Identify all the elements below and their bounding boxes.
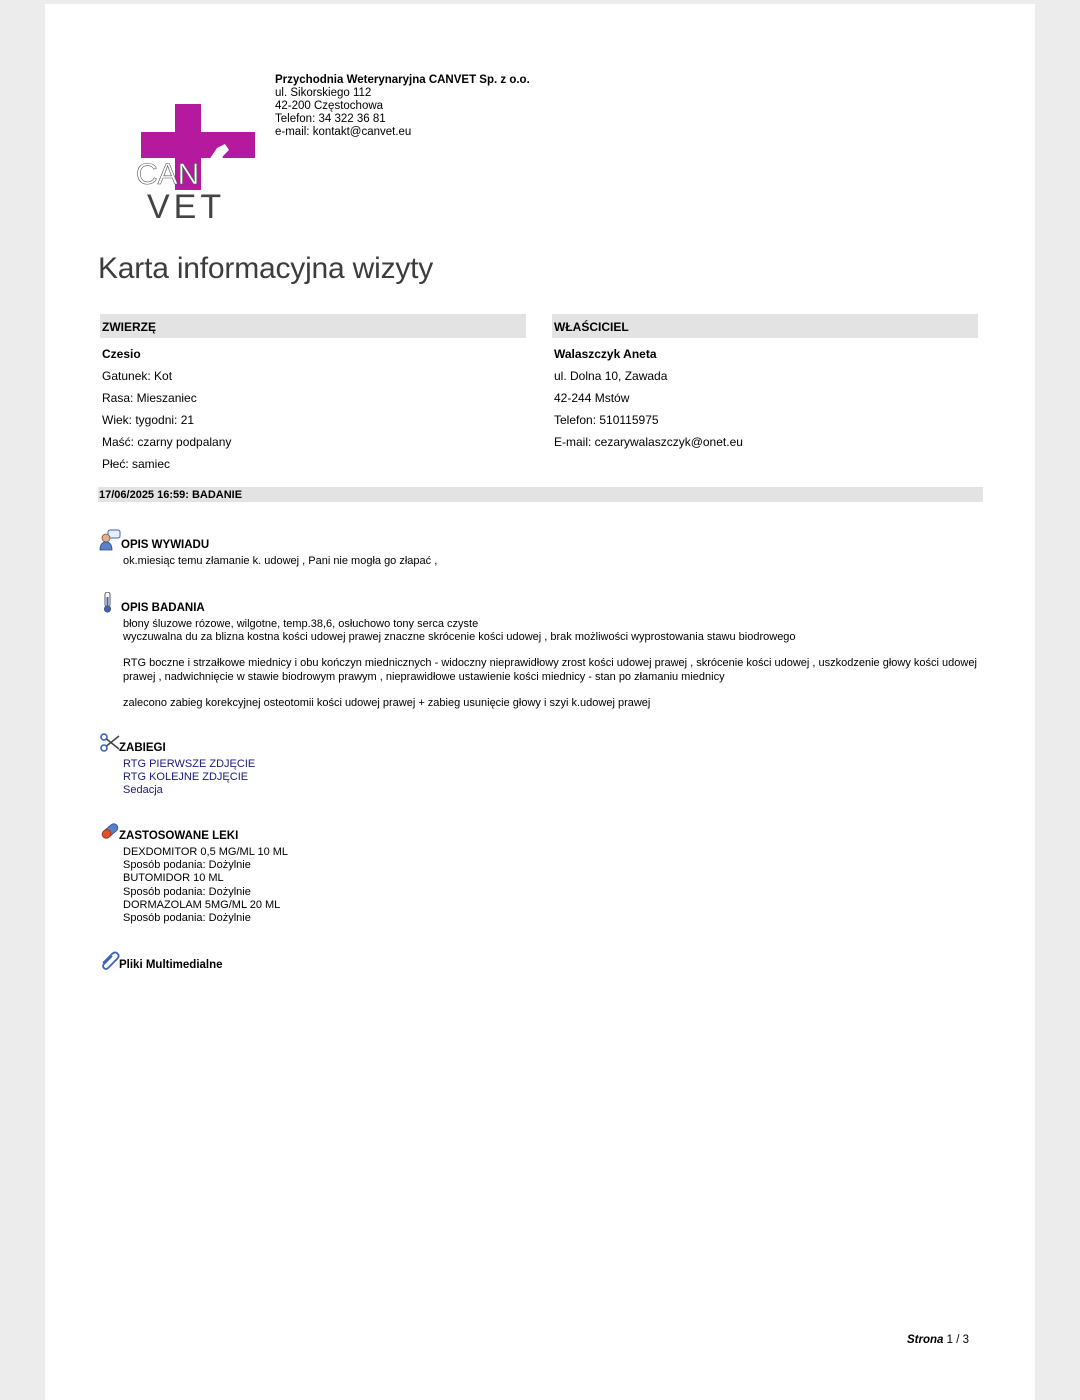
exam-line-4: zalecono zabieg korekcyjnej osteotomii kości udowej prawej + zabieg usunięcie głowy i szyi k.udowej prawej bbox=[123, 696, 651, 709]
exam-title: OPIS BADANIA bbox=[121, 602, 205, 614]
owner-email: E-mail: cezarywalaszczyk@onet.eu bbox=[554, 435, 743, 449]
scissors-icon bbox=[99, 732, 121, 754]
medication-line: Sposób podania: Dożylnie bbox=[123, 859, 251, 872]
owner-street: ul. Dolna 10, Zawada bbox=[554, 369, 668, 383]
animal-species: Gatunek: Kot bbox=[102, 369, 173, 383]
owner-name: Walaszczyk Aneta bbox=[554, 347, 657, 361]
owner-city: 42-244 Mstów bbox=[554, 391, 630, 405]
files-title: Pliki Multimedialne bbox=[119, 959, 223, 971]
animal-sex: Płeć: samiec bbox=[102, 457, 171, 471]
procedure-item[interactable]: RTG PIERWSZE ZDJĘCIE bbox=[123, 758, 256, 770]
medication-line: Sposób podania: Dożylnie bbox=[123, 885, 251, 898]
owner-panel bbox=[552, 314, 978, 453]
person-chat-icon bbox=[99, 529, 121, 551]
medication-line: Sposób podania: Dożylnie bbox=[123, 912, 251, 925]
medications-body bbox=[123, 846, 983, 925]
pill-icon bbox=[99, 820, 121, 842]
logo-text-vet: VET bbox=[147, 188, 226, 225]
exam-line-1: błony śluzowe rózowe, wilgotne, temp.38,6, osłuchowo tony serca czyste bbox=[123, 618, 479, 630]
procedures-title: ZABIEGI bbox=[119, 742, 166, 754]
owner-phone: Telefon: 510115975 bbox=[554, 413, 659, 427]
procedure-item[interactable]: Sedacja bbox=[123, 784, 163, 797]
medication-line: DORMAZOLAM 5MG/ML 20 ML bbox=[123, 898, 281, 911]
clinic-email: e-mail: kontakt@canvet.eu bbox=[275, 126, 412, 138]
interview-body bbox=[123, 555, 983, 568]
medications-title: ZASTOSOWANE LEKI bbox=[119, 830, 239, 842]
document-page bbox=[45, 4, 1035, 1400]
animal-name: Czesio bbox=[102, 347, 141, 361]
thermometer-icon bbox=[99, 592, 121, 614]
animal-header: ZWIERZĘ bbox=[100, 314, 526, 338]
page-label: Strona bbox=[907, 1334, 944, 1346]
clinic-city: 42-200 Częstochowa bbox=[275, 100, 384, 112]
page-number bbox=[907, 1334, 969, 1346]
exam-line-2: wyczuwalna du za blizna kostna kości udowej prawej znaczne skrócenie kości udowej , brak możliwości wyprostowania stawu biodrowego bbox=[123, 631, 796, 644]
interview-text: ok.miesiąc temu złamanie k. udowej , Pani nie mogła go złapać , bbox=[123, 555, 438, 567]
animal-color: Maść: czarny podpalany bbox=[102, 435, 232, 449]
animal-age: Wiek: tygodni: 21 bbox=[102, 413, 195, 427]
owner-header: WŁAŚCICIEL bbox=[552, 314, 978, 338]
clinic-phone: Telefon: 34 322 36 81 bbox=[275, 113, 386, 125]
clinic-name: Przychodnia Weterynaryjna CANVET Sp. z o.o. bbox=[275, 74, 530, 86]
visit-header: 17/06/2025 16:59: BADANIE bbox=[98, 487, 983, 502]
canvet-logo bbox=[135, 100, 265, 225]
interview-title: OPIS WYWIADU bbox=[121, 539, 210, 551]
page-current: 1 bbox=[946, 1334, 954, 1346]
procedures-body bbox=[123, 758, 983, 798]
document-title: Karta informacyjna wizyty bbox=[98, 252, 434, 285]
animal-breed: Rasa: Mieszaniec bbox=[102, 391, 197, 405]
exam-line-3: RTG boczne i strzałkowe miednicy i obu kończyn miednicznych - widoczny nieprawidłowy zrost kości udowej prawej , skrócenie kości udowej , uszkodzenie głowy kości udowej prawej , nadwichnięcie w stawie biodrowym prawym , nieprawidłowe ustawienie kości miednicy - stan po złamaniu miednicy bbox=[123, 657, 977, 683]
logo-text-can: CAN bbox=[136, 158, 200, 191]
clinic-street: ul. Sikorskiego 112 bbox=[275, 87, 372, 99]
clinic-info bbox=[275, 74, 530, 139]
medication-line: DEXDOMITOR 0,5 MG/ML 10 ML bbox=[123, 846, 289, 858]
animal-panel bbox=[100, 314, 526, 475]
page-total: / 3 bbox=[956, 1334, 970, 1346]
procedure-item[interactable]: RTG KOLEJNE ZDJĘCIE bbox=[123, 771, 249, 784]
exam-body bbox=[123, 618, 983, 710]
paperclip-icon bbox=[99, 949, 121, 971]
medication-line: BUTOMIDOR 10 ML bbox=[123, 872, 224, 885]
